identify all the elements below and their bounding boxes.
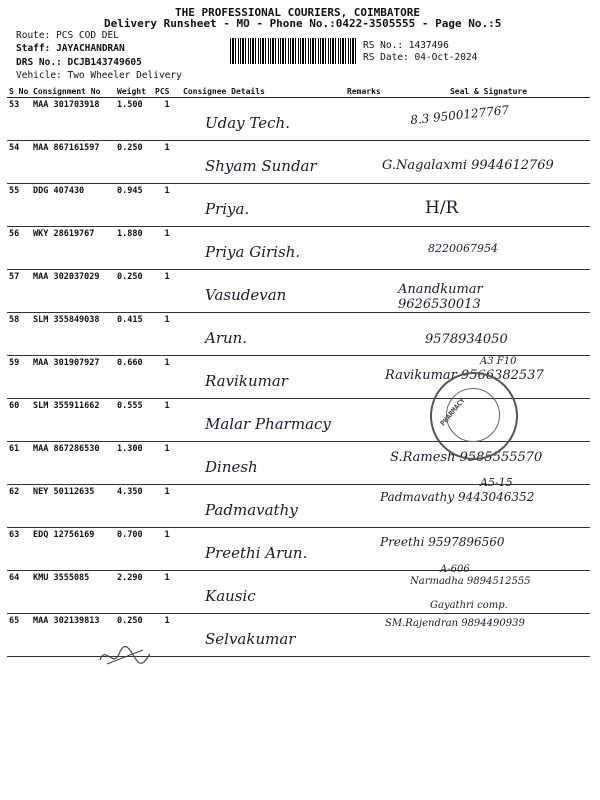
weight: 0.700 <box>115 528 153 571</box>
weight: 0.945 <box>115 184 153 227</box>
remarks <box>345 399 387 442</box>
sno: 64 <box>7 571 31 614</box>
weight: 0.415 <box>115 313 153 356</box>
pcs: 1 <box>153 141 181 184</box>
consignment-no: MAA 867286530 <box>31 442 115 485</box>
remarks <box>345 571 387 614</box>
consignment-no: NEY 50112635 <box>31 485 115 528</box>
remarks <box>345 614 387 657</box>
weight: 0.250 <box>115 141 153 184</box>
consignee-cell <box>181 399 345 442</box>
consignee-cell <box>181 442 345 485</box>
consignment-no: SLM 355849038 <box>31 313 115 356</box>
sno: 57 <box>7 270 31 313</box>
consignee-name: Selvakumar <box>205 630 296 648</box>
consignee-name: Malar Pharmacy <box>205 415 331 433</box>
consignee-cell <box>181 528 345 571</box>
pcs: 1 <box>153 399 181 442</box>
consignee-cell <box>181 614 345 657</box>
staff <box>16 43 125 54</box>
signature-63: Preethi 9597896560 <box>380 535 505 549</box>
consignment-no: DDG 407430 <box>31 184 115 227</box>
pcs: 1 <box>153 270 181 313</box>
signature-55: H/R <box>425 198 459 218</box>
pcs: 1 <box>153 571 181 614</box>
pcs: 1 <box>153 442 181 485</box>
drs-label: DRS No.: <box>16 57 62 68</box>
col-weight: Weight <box>115 85 153 98</box>
consignment-no: WKY 28619767 <box>31 227 115 270</box>
pcs: 1 <box>153 184 181 227</box>
signature-59-unit: A3 F10 <box>480 356 517 367</box>
route: Route: PCS COD DEL <box>16 30 119 41</box>
table-row <box>7 528 590 571</box>
consignee-cell <box>181 227 345 270</box>
consignment-no: MAA 302037029 <box>31 270 115 313</box>
sno: 61 <box>7 442 31 485</box>
signature-64-unit: A-606 <box>440 564 470 575</box>
col-seal-signature: Seal & Signature <box>387 85 590 98</box>
consignee-name: Priya Girish. <box>205 243 301 261</box>
table-row <box>7 184 590 227</box>
signature-65-top: Gayathri comp. <box>430 600 508 611</box>
pcs: 1 <box>153 313 181 356</box>
sno: 58 <box>7 313 31 356</box>
signature-64: Narmadha 9894512555 <box>410 576 531 587</box>
vehicle: Vehicle: Two Wheeler Delivery <box>16 70 182 81</box>
runsheet-title: Delivery Runsheet - MO - Phone No.:0422-3505555 - Page No.:5 <box>104 17 502 30</box>
pcs: 1 <box>153 614 181 657</box>
weight: 1.500 <box>115 98 153 141</box>
consignee-cell <box>181 313 345 356</box>
weight: 0.250 <box>115 614 153 657</box>
consignment-no: MAA 301703918 <box>31 98 115 141</box>
sno: 65 <box>7 614 31 657</box>
consignee-name: Vasudevan <box>205 286 287 304</box>
consignee-cell <box>181 356 345 399</box>
col-consignment: Consignment No <box>31 85 115 98</box>
consignee-cell <box>181 141 345 184</box>
consignee-cell <box>181 270 345 313</box>
signature-54: G.Nagalaxmi 9944612769 <box>382 158 554 173</box>
signature-cell <box>387 528 590 571</box>
rs-date: RS Date: 04-Oct-2024 <box>363 52 478 63</box>
sno: 54 <box>7 141 31 184</box>
consignee-name: Dinesh <box>205 458 258 476</box>
pcs: 1 <box>153 356 181 399</box>
consignment-no: MAA 867161597 <box>31 141 115 184</box>
signature-58: 9578934050 <box>425 332 508 347</box>
consignment-no: EDQ 12756169 <box>31 528 115 571</box>
sno: 63 <box>7 528 31 571</box>
consignee-name: Ravikumar <box>205 372 288 390</box>
weight: 2.290 <box>115 571 153 614</box>
stamp-text: PHARMACY <box>438 396 467 428</box>
signature-56: 8220067954 <box>428 242 498 255</box>
sno: 53 <box>7 98 31 141</box>
consignment-no: KMU 3555085 <box>31 571 115 614</box>
pcs: 1 <box>153 227 181 270</box>
remarks <box>345 270 387 313</box>
col-sno: S No <box>7 85 31 98</box>
sno: 56 <box>7 227 31 270</box>
barcode <box>230 38 358 64</box>
signature-62: Padmavathy 9443046352 <box>380 490 535 504</box>
remarks <box>345 227 387 270</box>
signature-53: 8.3 9500127767 <box>409 102 510 128</box>
signature-65: SM.Rajendran 9894490939 <box>385 618 525 629</box>
signature-61: S.Ramesh 9585555570 <box>390 450 543 465</box>
remarks <box>345 184 387 227</box>
pcs: 1 <box>153 528 181 571</box>
consignee-name: Kausic <box>205 587 256 605</box>
pcs: 1 <box>153 98 181 141</box>
remarks <box>345 442 387 485</box>
sno: 55 <box>7 184 31 227</box>
remarks <box>345 98 387 141</box>
consignee-name: Padmavathy <box>205 501 298 519</box>
consignee-cell <box>181 184 345 227</box>
weight: 0.250 <box>115 270 153 313</box>
consignee-name: Preethi Arun. <box>205 544 308 562</box>
signature-59: Ravikumar 9566382537 <box>385 368 544 383</box>
col-pcs: PCS <box>153 85 181 98</box>
rs-number: RS No.: 1437496 <box>363 40 449 51</box>
pharmacy-stamp <box>430 372 518 460</box>
consignee-name: Priya. <box>205 200 250 218</box>
sno: 59 <box>7 356 31 399</box>
sno: 60 <box>7 399 31 442</box>
consignment-no: MAA 302139813 <box>31 614 115 657</box>
signature-62-unit: A5-15 <box>480 476 513 489</box>
remarks <box>345 528 387 571</box>
table-header <box>7 85 590 98</box>
remarks <box>345 313 387 356</box>
bottom-scribble <box>95 640 155 670</box>
consignee-cell <box>181 98 345 141</box>
weight: 0.660 <box>115 356 153 399</box>
company-name: THE PROFESSIONAL COURIERS, COIMBATORE <box>175 6 421 19</box>
consignee-cell <box>181 571 345 614</box>
consignment-no: MAA 301907927 <box>31 356 115 399</box>
remarks <box>345 141 387 184</box>
staff-label: Staff: <box>16 43 51 54</box>
weight: 1.300 <box>115 442 153 485</box>
weight: 4.350 <box>115 485 153 528</box>
drs-value: DCJB143749605 <box>67 57 142 68</box>
col-remarks: Remarks <box>345 85 387 98</box>
weight: 1.880 <box>115 227 153 270</box>
signature-cell <box>387 184 590 227</box>
remarks <box>345 356 387 399</box>
table-row <box>7 227 590 270</box>
consignee-name: Shyam Sundar <box>205 157 317 175</box>
consignment-no: SLM 355911662 <box>31 399 115 442</box>
col-consignee: Consignee Details <box>181 85 345 98</box>
consignee-name: Arun. <box>205 329 248 347</box>
weight: 0.555 <box>115 399 153 442</box>
drs-number <box>16 57 142 68</box>
staff-value: JAYACHANDRAN <box>56 43 125 54</box>
pcs: 1 <box>153 485 181 528</box>
consignee-cell <box>181 485 345 528</box>
sno: 62 <box>7 485 31 528</box>
signature-57: Anandkumar 9626530013 <box>398 282 483 312</box>
consignee-name: Uday Tech. <box>205 114 290 132</box>
